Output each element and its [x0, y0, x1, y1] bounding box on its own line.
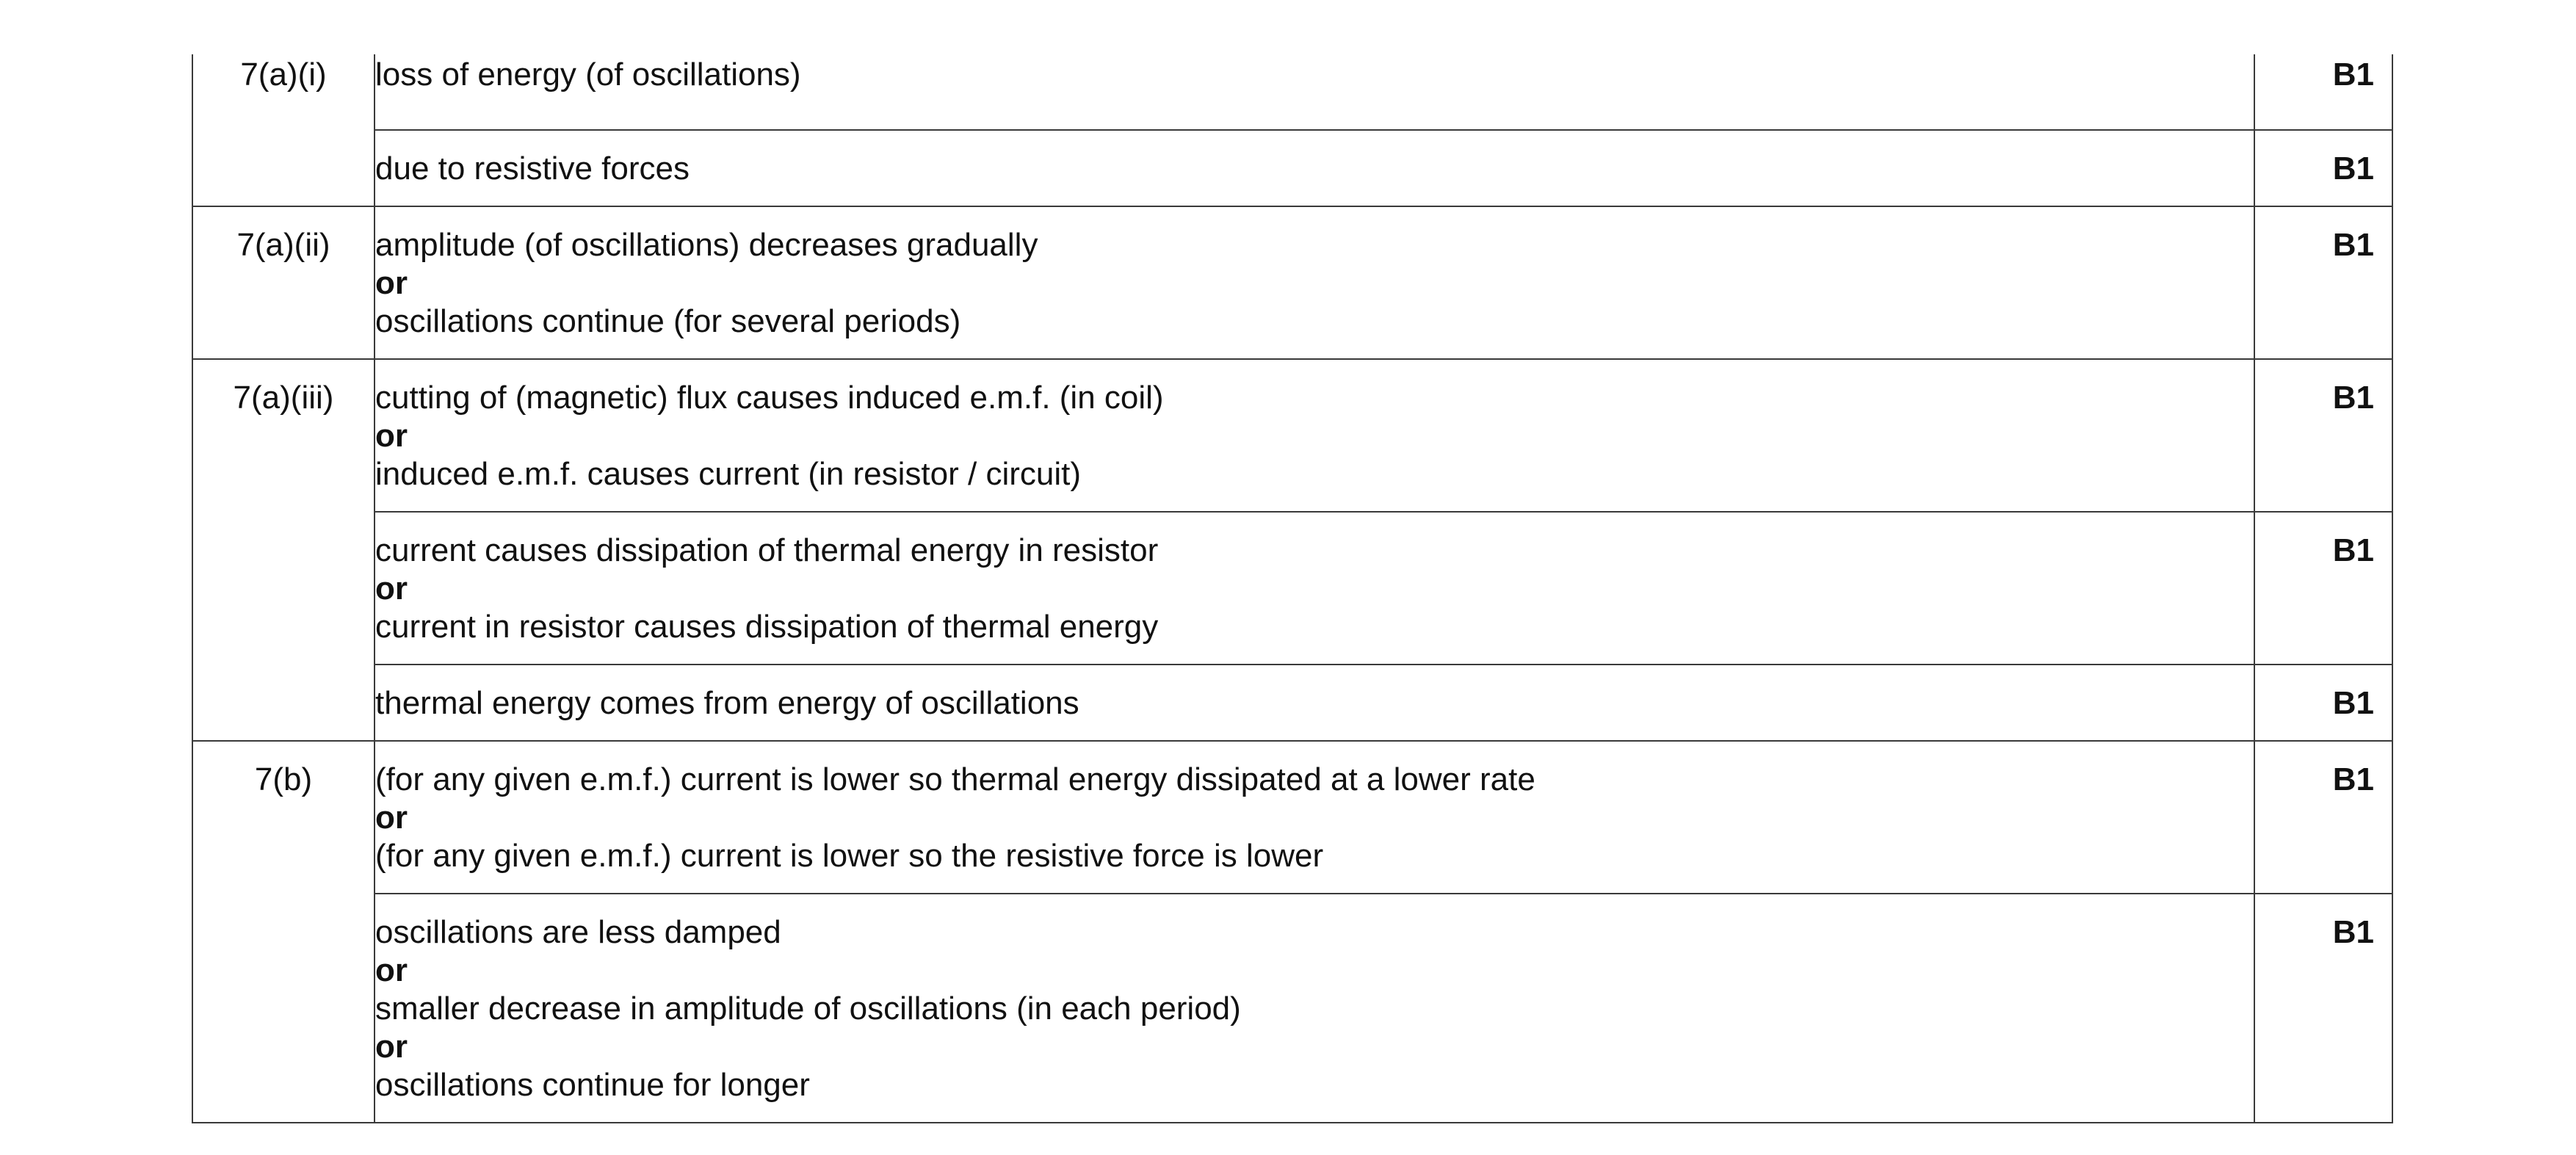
answer-cell — [375, 665, 2254, 741]
or-separator: or — [375, 1029, 408, 1065]
question-number: 7(b) — [254, 761, 313, 797]
mark-cell — [2254, 512, 2392, 665]
answer-line: current in resistor causes dissipation of thermal energy — [375, 609, 1159, 645]
answer-cell — [375, 741, 2254, 894]
mark-cell — [2254, 206, 2392, 359]
answer-line: oscillations continue (for several periods) — [375, 303, 961, 339]
table-row — [192, 894, 2392, 1123]
mark-value: B1 — [2332, 914, 2374, 950]
answer-line: (for any given e.m.f.) current is lower so the resistive force is lower — [375, 838, 1324, 874]
table-row — [192, 206, 2392, 359]
answer-line: smaller decrease in amplitude of oscillations (in each period) — [375, 991, 1241, 1027]
or-separator: or — [375, 418, 408, 454]
answer-cell — [375, 512, 2254, 665]
answer-cell — [375, 206, 2254, 359]
question-cell — [192, 206, 375, 359]
answer-line: oscillations continue for longer — [375, 1067, 810, 1103]
answer-cell — [375, 894, 2254, 1123]
table-row — [192, 130, 2392, 206]
table-row — [192, 359, 2392, 512]
mark-value: B1 — [2332, 57, 2374, 93]
table-row — [192, 741, 2392, 894]
question-number: 7(a)(i) — [240, 57, 327, 93]
mark-value: B1 — [2332, 761, 2374, 797]
mark-cell — [2254, 54, 2392, 130]
answer-line: loss of energy (of oscillations) — [375, 57, 801, 93]
table-row — [192, 512, 2392, 665]
mark-cell — [2254, 359, 2392, 512]
question-number: 7(a)(iii) — [233, 380, 334, 416]
question-cell — [192, 54, 375, 206]
answer-line: cutting of (magnetic) flux causes induced e.m.f. (in coil) — [375, 380, 1164, 416]
or-separator: or — [375, 571, 408, 607]
answer-line: thermal energy comes from energy of oscillations — [375, 685, 1079, 721]
mark-value: B1 — [2332, 380, 2374, 416]
question-cell — [192, 741, 375, 1123]
answer-line: amplitude (of oscillations) decreases gradually — [375, 227, 1038, 263]
or-separator: or — [375, 952, 408, 988]
mark-scheme-table — [192, 54, 2393, 1123]
answer-line: due to resistive forces — [375, 151, 690, 187]
mark-cell — [2254, 130, 2392, 206]
mark-value: B1 — [2332, 227, 2374, 263]
or-separator: or — [375, 800, 408, 836]
question-cell — [192, 359, 375, 741]
mark-value: B1 — [2332, 685, 2374, 721]
mark-cell — [2254, 741, 2392, 894]
question-number: 7(a)(ii) — [236, 227, 330, 263]
answer-cell — [375, 130, 2254, 206]
table-row — [192, 665, 2392, 741]
answer-line: (for any given e.m.f.) current is lower so thermal energy dissipated at a lower rate — [375, 761, 1535, 797]
mark-cell — [2254, 665, 2392, 741]
mark-cell — [2254, 894, 2392, 1123]
mark-value: B1 — [2332, 532, 2374, 568]
answer-line: current causes dissipation of thermal energy in resistor — [375, 532, 1159, 568]
or-separator: or — [375, 265, 408, 301]
mark-value: B1 — [2332, 151, 2374, 187]
answer-line: induced e.m.f. causes current (in resistor / circuit) — [375, 456, 1081, 492]
answer-line: oscillations are less damped — [375, 914, 781, 950]
answer-cell — [375, 359, 2254, 512]
table-row — [192, 54, 2392, 130]
answer-cell — [375, 54, 2254, 130]
